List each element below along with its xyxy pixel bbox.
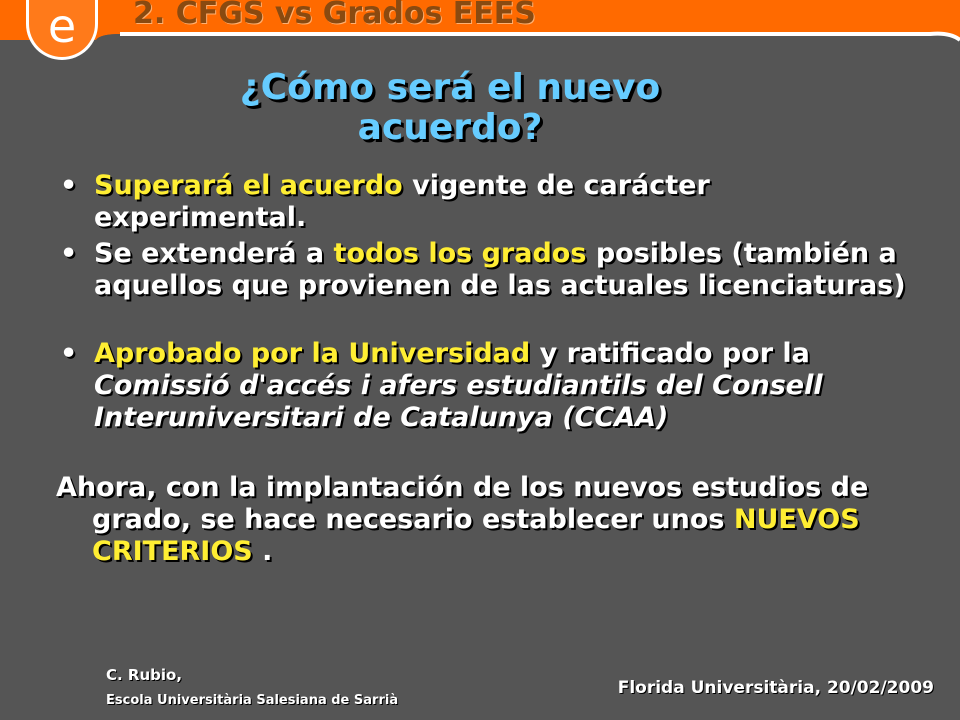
bullet-dot: •	[60, 338, 78, 369]
footer-event: Florida Universitària, 20/02/2009	[617, 678, 934, 698]
closing-paragraph	[56, 472, 926, 568]
slide-body	[56, 170, 926, 568]
section-title: 2. CFGS vs Grados EEES	[133, 0, 536, 31]
bullet-1-text: vigente de carácter experimental.	[94, 170, 710, 233]
bullet-2-text: posibles (también a aquellos que provienen de las actuales licenciaturas)	[94, 238, 906, 301]
bullet-2-pre: Se extenderá a	[94, 238, 334, 269]
closing-highlight: NUEVOS CRITERIOS	[92, 504, 860, 567]
bullet-3-highlight: Aprobado por la Universidad	[94, 338, 531, 369]
slide-title	[130, 68, 770, 148]
bullet-1-highlight: Superará el acuerdo	[94, 170, 403, 201]
bullet-1	[56, 170, 926, 234]
bullet-dot: •	[60, 170, 78, 201]
closing-end: .	[252, 536, 273, 567]
title-line-1: ¿Cómo será el nuevo	[239, 67, 661, 108]
closing-text: Ahora, con la implantación de los nuevos estudios de grado, se hace necesario establecer unos	[56, 472, 869, 535]
footer-author-block	[106, 662, 398, 714]
footer-school: Escola Universitària Salesiana de Sarrià	[106, 693, 399, 708]
bullet-3-italic: Comissió d'accés i afers estudiantils del Consell Interuniversitari de Catalunya (CCAA)	[94, 370, 823, 433]
bullet-3	[56, 338, 926, 434]
bullet-3-text: y ratificado por la	[530, 338, 810, 369]
bullet-2	[56, 238, 926, 302]
footer-author: C. Rubio,	[106, 666, 183, 684]
title-line-2: acuerdo?	[357, 107, 543, 148]
bullet-dot: •	[60, 238, 78, 269]
bullet-2-highlight: todos los grados	[333, 238, 587, 269]
logo-letter: e	[47, 0, 77, 53]
